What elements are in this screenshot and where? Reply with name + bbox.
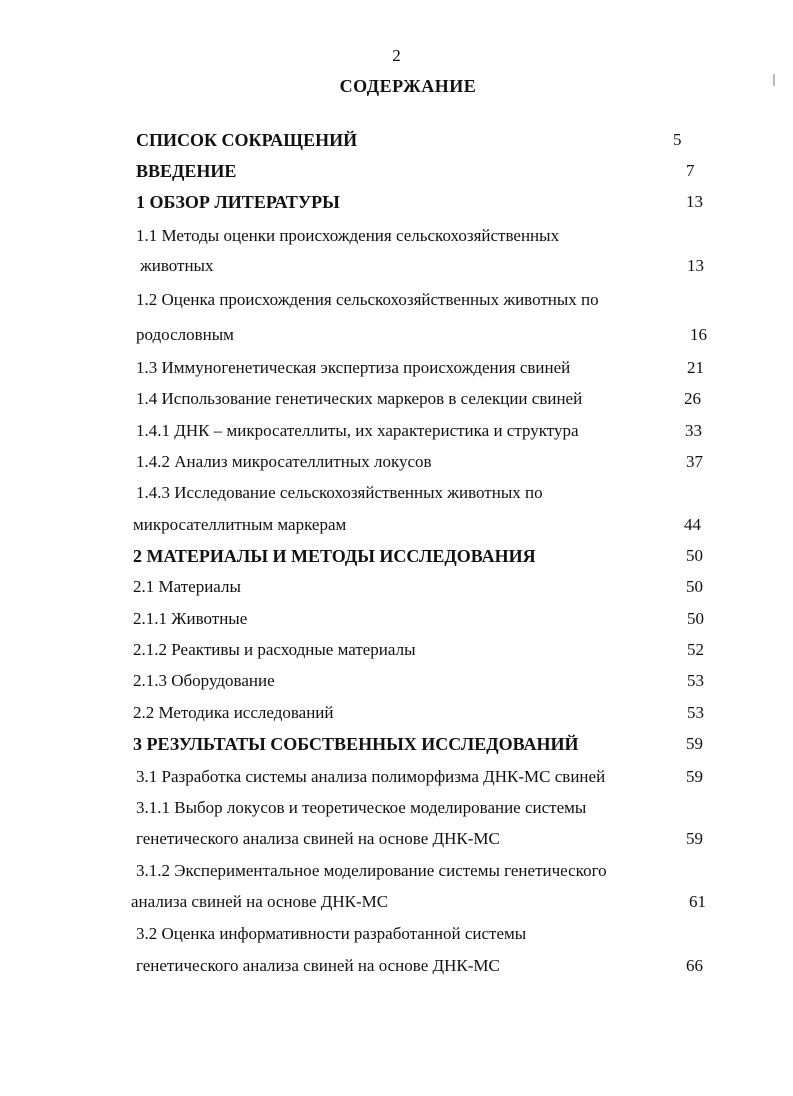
toc-entry-title: 2.2 Методика исследований [133, 703, 334, 722]
page-title: СОДЕРЖАНИЕ [339, 76, 477, 96]
toc-page-number: 13 [687, 256, 704, 275]
toc-page-number: 13 [686, 192, 703, 211]
toc-page-number: 66 [686, 956, 703, 975]
toc-entry-title: микросателлитным маркерам [133, 515, 347, 534]
toc-entry-title: 3.1 Разработка системы анализа полиморфизма ДНК-МС свиней [136, 767, 606, 786]
toc-page-number: 5 [673, 130, 682, 149]
toc-page-number: 50 [686, 546, 703, 565]
toc-page-number: 53 [687, 703, 704, 722]
page-number: 2 [392, 46, 401, 65]
toc-page-number: 50 [686, 577, 703, 596]
toc-page-number: 59 [686, 829, 703, 848]
toc-page-number: 53 [687, 671, 704, 690]
toc-entry-title: 1.4.3 Исследование сельскохозяйственных животных по [136, 483, 543, 502]
toc-entry-title: 2.1.3 Оборудование [133, 671, 275, 690]
toc-entry-title: 1.4.2 Анализ микросателлитных локусов [136, 452, 432, 471]
toc-entry-title: животных [140, 256, 214, 275]
toc-entry-title: ВВЕДЕНИЕ [136, 161, 237, 181]
toc-entry-title: 3.1.1 Выбор локусов и теоретическое моделирование системы [136, 798, 587, 817]
toc-page-number: 44 [684, 515, 701, 534]
toc-entry-title: 1.4 Использование генетических маркеров в селекции свиней [136, 389, 583, 408]
toc-page-number: 52 [687, 640, 704, 659]
toc-entry-title: 1.2 Оценка происхождения сельскохозяйственных животных по [136, 290, 599, 309]
toc-entry-title: 1.4.1 ДНК – микросателлиты, их характеристика и структура [136, 421, 579, 440]
toc-entry-title: 2.1 Материалы [133, 577, 241, 596]
toc-page-number: 21 [687, 358, 704, 377]
toc-entry-title: генетического анализа свиней на основе ДНК-МС [136, 829, 500, 848]
toc-entry-title: 2 МАТЕРИАЛЫ И МЕТОДЫ ИССЛЕДОВАНИЯ [133, 546, 536, 566]
toc-page-number: 50 [687, 609, 704, 628]
toc-entry-title: 2.1.1 Животные [133, 609, 248, 628]
toc-entry-title: 2.1.2 Реактивы и расходные материалы [133, 640, 416, 659]
toc-page-number: 26 [684, 389, 701, 408]
toc-entry-title: 1.3 Иммуногенетическая экспертиза происхождения свиней [136, 358, 571, 377]
toc-page-number: 7 [686, 161, 695, 180]
toc-page-number: 33 [685, 421, 702, 440]
toc-entry-title: СПИСОК СОКРАЩЕНИЙ [136, 130, 358, 150]
toc-page-number: 16 [690, 325, 707, 344]
toc-entry-title: генетического анализа свиней на основе ДНК-МС [136, 956, 500, 975]
toc-page-number: 59 [686, 767, 703, 786]
toc-page-number: 59 [686, 734, 703, 753]
toc-entry-title: 1.1 Методы оценки происхождения сельскохозяйственных [136, 226, 560, 245]
toc-entry-title: 1 ОБЗОР ЛИТЕРАТУРЫ [136, 192, 340, 212]
toc-page-number: 61 [689, 892, 706, 911]
toc-entry-title: 3.1.2 Экспериментальное моделирование системы генетического [136, 861, 607, 880]
toc-page-number: 37 [686, 452, 703, 471]
toc-entry-title: анализа свиней на основе ДНК-МС [131, 892, 389, 911]
scan-speck [773, 74, 775, 86]
toc-entry-title: 3 РЕЗУЛЬТАТЫ СОБСТВЕННЫХ ИССЛЕДОВАНИЙ [133, 734, 579, 754]
toc-entry-title: родословным [136, 325, 234, 344]
toc-entry-title: 3.2 Оценка информативности разработанной системы [136, 924, 527, 943]
